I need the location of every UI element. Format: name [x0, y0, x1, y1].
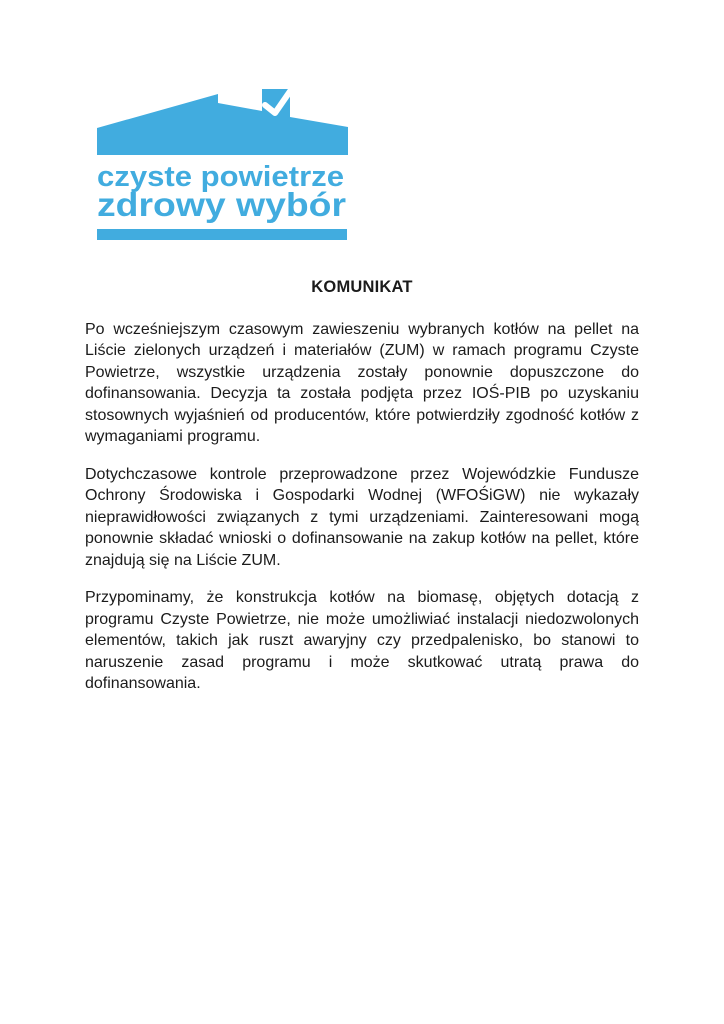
- logo-text-line2: zdrowy wybór: [97, 186, 347, 223]
- logo-underline-bar: [97, 229, 347, 240]
- logo-text-line1: czyste powietrze: [97, 161, 344, 193]
- page-title: KOMUNIKAT: [311, 278, 413, 296]
- logo-graphic: [97, 84, 348, 242]
- communique-body: [85, 277, 639, 711]
- paragraph-2: Dotychczasowe kontrole przeprowadzone przez Wojewódzkie Fundusze Ochrony Środowiska i Gospodarki Wodnej (WFOŚiGW) nie wykazały nieprawidłowości związanych z tymi urządzeniami. Zainteresowani mogą ponownie składać wnioski o dofinansowanie na zakup kotłów na pellet, które znajdują się na Liście ZUM.: [85, 465, 639, 569]
- czyste-powietrze-logo: [97, 84, 348, 242]
- paragraph-1: Po wcześniejszym czasowym zawieszeniu wybranych kotłów na pellet na Liście zielonych urządzeń i materiałów (ZUM) w ramach programu Czyste Powietrze, wszystkie urządzenia zostały ponownie dopuszczone do dofinansowania. Decyzja ta została podjęta przez IOŚ-PIB po uzyskaniu stosownych wyjaśnień od producentów, które potwierdziły zgodność kotłów z wymaganiami programu.: [85, 320, 639, 445]
- paragraph-3: Przypominamy, że konstrukcja kotłów na biomasę, objętych dotacją z programu Czyste Powietrze, nie może umożliwiać instalacji niedozwolonych elementów, takich jak ruszt awaryjny czy przedpalenisko, bo stanowi to naruszenie zasad programu i może skutkować utratą prawa do dofinansowania.: [85, 589, 639, 692]
- house-icon: [97, 89, 348, 155]
